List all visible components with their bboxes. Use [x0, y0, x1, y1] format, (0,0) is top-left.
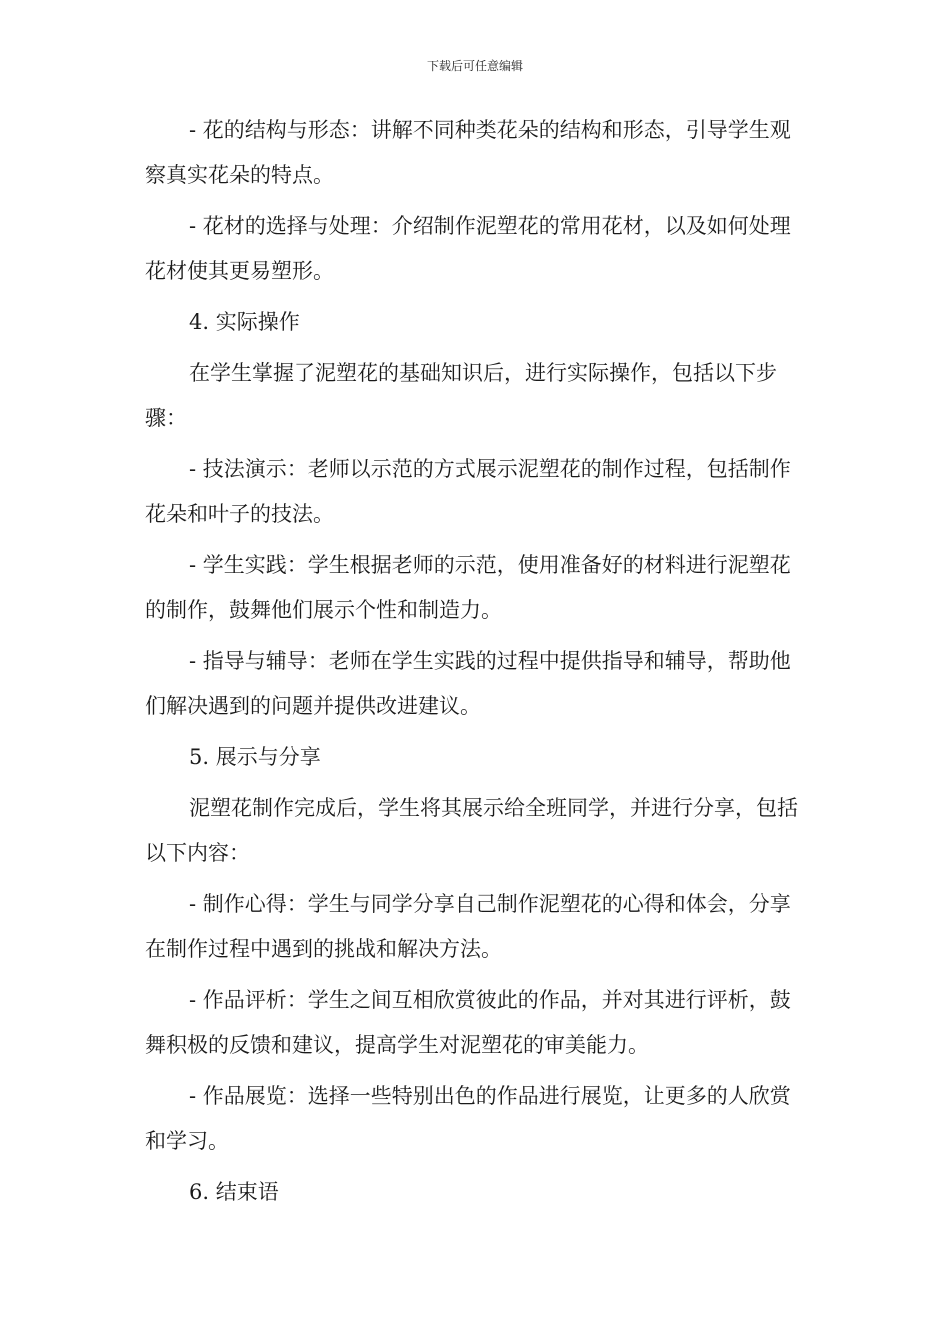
paragraph-sharing-intro: 泥塑花制作完成后，学生将其展示给全班同学，并进行分享，包括以下内容： [145, 796, 798, 865]
bullet-demonstration: - 技法演示：老师以示范的方式展示泥塑花的制作过程，包括制作花朵和叶子的技法。 [145, 457, 791, 526]
bullet-student-practice: - 学生实践：学生根据老师的示范，使用准备好的材料进行泥塑花的制作，鼓舞他们展示个性和制造力。 [145, 553, 791, 622]
bullet-exhibition: - 作品展览：选择一些特别出色的作品进行展览，让更多的人欣赏和学习。 [145, 1084, 791, 1153]
section-heading-4: 4. 实际操作 [189, 310, 300, 334]
bullet-guidance: - 指导与辅导：老师在学生实践的过程中提供指导和辅导，帮助他们解决遇到的问题并提供改进建议。 [145, 649, 791, 718]
bullet-flower-material: - 花材的选择与处理：介绍制作泥塑花的常用花材，以及如何处理花材使其更易塑形。 [145, 214, 791, 283]
document-body [145, 108, 810, 1221]
page-header: 下载后可任意编辑 [426, 59, 523, 73]
paragraph-practice-intro: 在学生掌握了泥塑花的基础知识后，进行实际操作，包括以下步骤： [145, 361, 777, 430]
section-heading-6: 6. 结束语 [189, 1180, 279, 1204]
bullet-experience: - 制作心得：学生与同学分享自己制作泥塑花的心得和体会，分享在制作过程中遇到的挑战和解决方法。 [145, 892, 791, 961]
section-heading-5: 5. 展示与分享 [189, 745, 321, 769]
bullet-evaluation: - 作品评析：学生之间互相欣赏彼此的作品，并对其进行评析，鼓舞积极的反馈和建议，提高学生对泥塑花的审美能力。 [145, 988, 791, 1057]
bullet-flower-structure: - 花的结构与形态：讲解不同种类花朵的结构和形态，引导学生观察真实花朵的特点。 [145, 118, 791, 187]
